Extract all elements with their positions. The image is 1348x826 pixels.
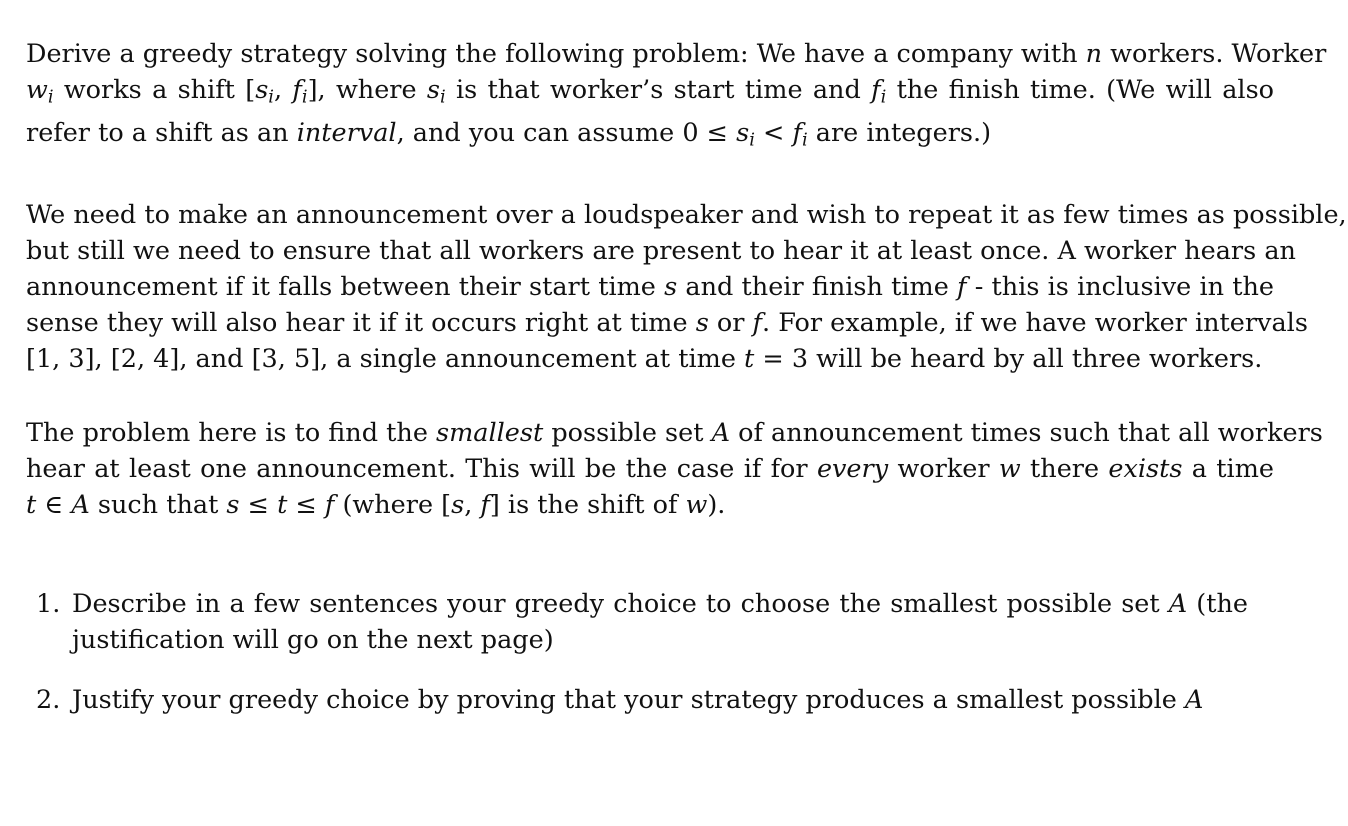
text-run: and their finish time — [677, 271, 958, 302]
text-run: the finish time. (We will also — [886, 75, 1275, 105]
text-run: justification will go on the next page) — [72, 625, 554, 655]
text-run: < — [754, 118, 793, 149]
problem-paragraphs — [26, 36, 1347, 523]
math-subscript: i — [880, 86, 887, 108]
question-line — [72, 586, 1248, 622]
question-number: 1. — [36, 589, 61, 619]
question-list — [36, 586, 1248, 742]
question-line — [72, 682, 1248, 718]
math-symbol: w — [998, 453, 1021, 484]
text-run: announcement if it falls between their start time — [26, 271, 665, 302]
math-symbol: s — [426, 75, 440, 105]
text-run: , — [464, 489, 481, 520]
math-symbol: f — [752, 307, 762, 338]
math-subscript: i — [301, 86, 308, 108]
text-run: Derive a greedy strategy solving the following problem: We have a company with — [26, 39, 1086, 69]
text-run: ∈ — [36, 489, 72, 520]
math-subscript: i — [801, 129, 808, 151]
emphasis-text: exists — [1108, 453, 1183, 484]
text-run: there — [1020, 453, 1109, 484]
problem-text — [26, 36, 1347, 561]
math-symbol: w — [685, 489, 708, 520]
math-symbol: s — [695, 307, 709, 338]
text-line — [26, 451, 1274, 487]
text-run: possible set — [543, 417, 712, 448]
question-number: 2. — [36, 685, 61, 715]
text-run: are integers.) — [807, 118, 992, 149]
text-line — [26, 305, 1308, 341]
math-symbol: n — [1085, 39, 1103, 69]
emphasis-text: interval — [296, 118, 397, 149]
math-symbol: w — [26, 75, 48, 105]
math-symbol: f — [957, 271, 967, 302]
text-line — [26, 197, 1347, 233]
text-line — [26, 487, 1274, 523]
text-run: Justify your greedy choice by proving that your strategy produces a smallest possible — [72, 685, 1185, 715]
text-run: , and you can assume 0 ≤ — [396, 118, 737, 149]
text-run: workers. Worker — [1102, 39, 1327, 69]
text-run: hear at least one announcement. This will be the case if for — [26, 453, 817, 484]
text-run: such that — [89, 489, 227, 520]
question-line — [72, 622, 1248, 658]
text-run: (where [ — [334, 489, 452, 520]
question-item-2 — [36, 682, 1248, 718]
text-run: . For example, if we have worker intervals — [762, 307, 1308, 338]
math-subscript: i — [749, 129, 755, 151]
emphasis-text: every — [816, 453, 889, 484]
math-symbol: t — [26, 489, 37, 520]
math-symbol: f — [792, 118, 802, 149]
math-symbol: t — [277, 489, 288, 520]
text-line — [26, 269, 1274, 305]
text-line — [26, 36, 1327, 72]
text-run: ≤ — [239, 489, 278, 520]
text-run: The problem here is to find the — [26, 417, 437, 448]
paragraph-2 — [26, 197, 1347, 377]
math-symbol: s — [255, 75, 269, 105]
text-line — [26, 72, 1274, 115]
math-symbol: A — [711, 417, 730, 448]
math-symbol: s — [226, 489, 240, 520]
text-run: , — [274, 75, 293, 105]
question-item-1 — [36, 586, 1248, 658]
paragraph-3 — [26, 415, 1323, 523]
math-symbol: s — [451, 489, 465, 520]
text-run: ≤ — [287, 489, 325, 520]
text-run: but still we need to ensure that all workers are present to hear it at least once. A worker hears an — [26, 235, 1296, 266]
text-run: ] is the shift of — [489, 489, 686, 520]
text-run: worker — [888, 453, 999, 484]
text-line — [26, 115, 1274, 158]
text-run: = 3 will be heard by all three workers. — [754, 343, 1263, 374]
math-symbol: A — [1184, 685, 1204, 715]
math-symbol: f — [292, 75, 302, 105]
math-symbol: A — [1168, 589, 1188, 619]
paragraph-1 — [26, 36, 1327, 159]
math-symbol: s — [736, 118, 750, 149]
text-run: of announcement times such that all workers — [730, 417, 1323, 448]
text-run: or — [708, 307, 753, 338]
text-run: is that worker’s start time and — [445, 75, 872, 105]
text-run: (the — [1187, 589, 1248, 619]
math-subscript: i — [47, 86, 54, 108]
math-symbol: A — [71, 489, 90, 520]
math-symbol: f — [871, 75, 881, 105]
text-run: ). — [707, 489, 726, 520]
text-line — [26, 341, 1274, 377]
text-run: - this is inclusive in the — [966, 271, 1274, 302]
text-run: ], where — [307, 75, 427, 105]
text-run: Describe in a few sentences your greedy choice to choose the smallest possible set — [72, 589, 1169, 619]
math-subscript: i — [439, 86, 446, 108]
emphasis-text: smallest — [436, 417, 544, 448]
text-run: refer to a shift as an — [26, 118, 297, 149]
math-symbol: f — [480, 489, 490, 520]
math-symbol: f — [324, 489, 335, 520]
text-run: sense they will also hear it if it occurs right at time — [26, 307, 696, 338]
math-symbol: t — [744, 343, 755, 374]
math-subscript: i — [268, 86, 274, 108]
math-symbol: s — [664, 271, 678, 302]
text-run: works a shift [ — [53, 75, 256, 105]
text-line — [26, 415, 1323, 451]
text-run: [1, 3], [2, 4], and [3, 5], a single announcement at time — [26, 343, 745, 374]
text-line — [26, 233, 1296, 269]
text-run: We need to make an announcement over a loudspeaker and wish to repeat it as few times as possible, — [26, 199, 1347, 230]
text-run: a time — [1182, 453, 1274, 484]
